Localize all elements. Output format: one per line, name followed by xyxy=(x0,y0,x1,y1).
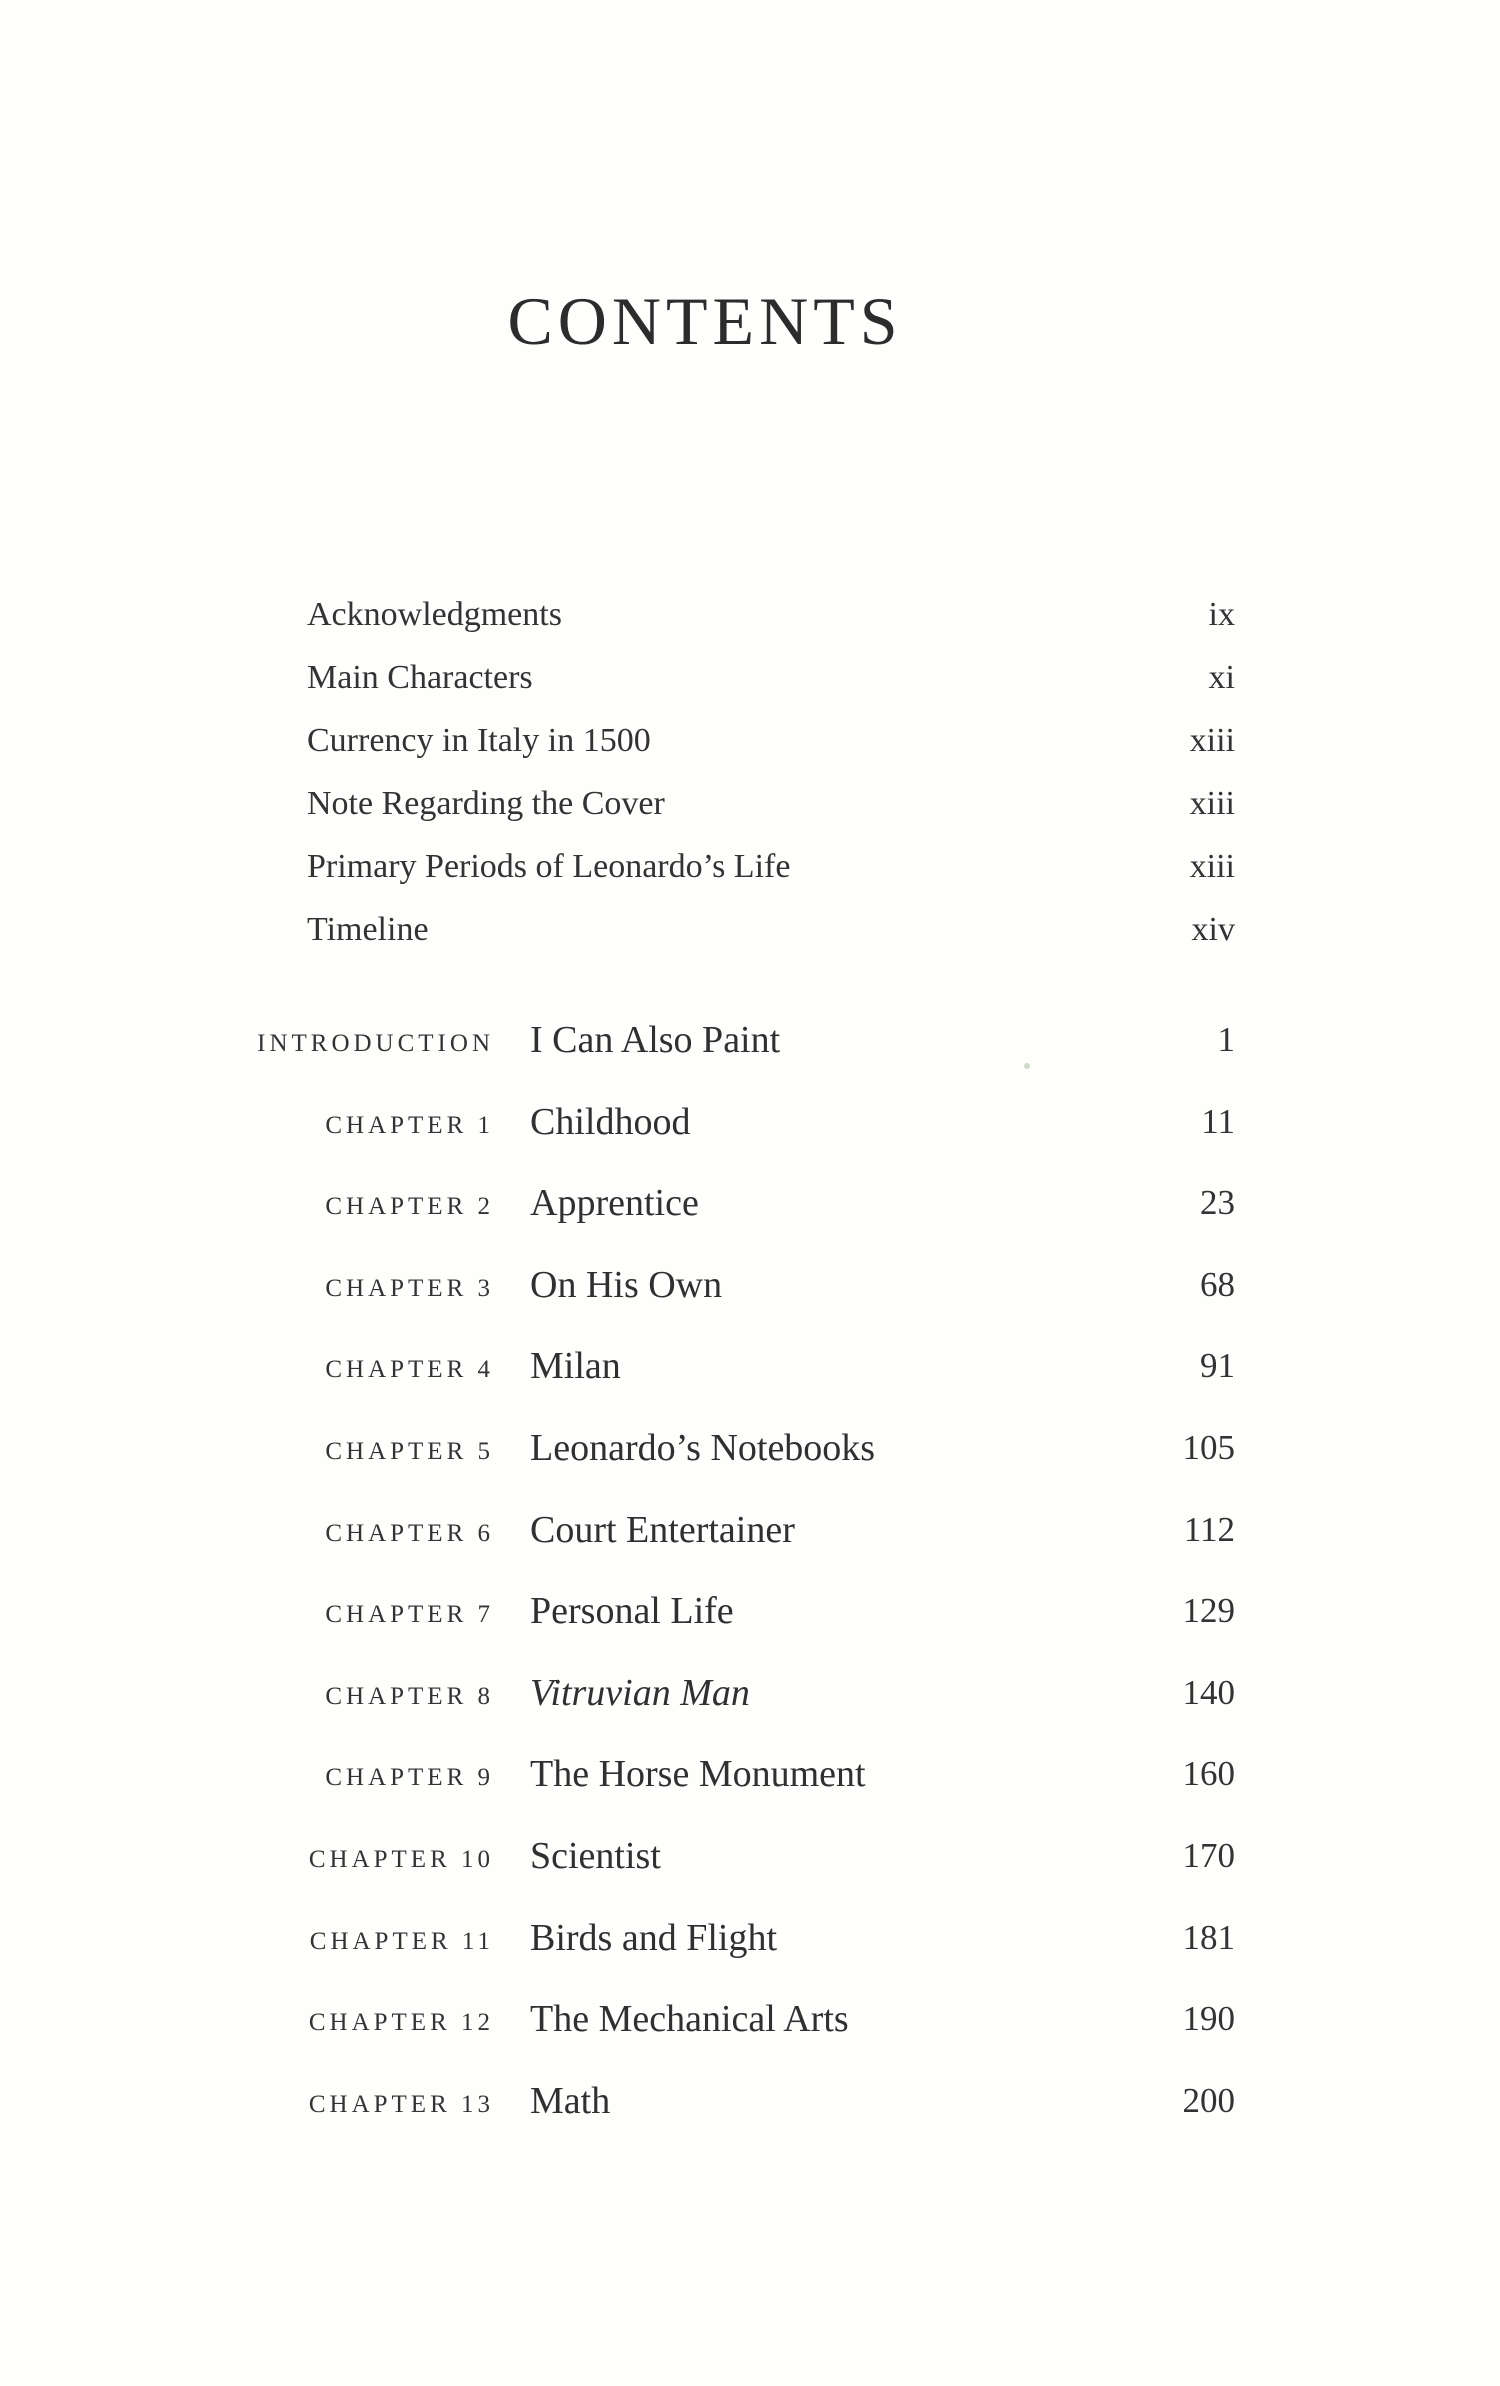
front-matter-title: Note Regarding the Cover xyxy=(307,785,665,822)
chapter-row[interactable] xyxy=(0,1752,1500,1834)
chapter-label: CHAPTER 9 xyxy=(325,1764,494,1792)
front-matter-title: Primary Periods of Leonardo’s Life xyxy=(307,848,791,885)
chapter-label: CHAPTER 10 xyxy=(308,1845,494,1873)
front-matter-row[interactable] xyxy=(307,911,1235,974)
chapter-page-number: 105 xyxy=(1182,1427,1235,1467)
chapter-label: CHAPTER 7 xyxy=(325,1601,494,1629)
chapter-title: Birds and Flight xyxy=(530,1916,778,1959)
chapter-row[interactable] xyxy=(0,1426,1500,1508)
front-matter-page-number: xiii xyxy=(1189,785,1235,822)
front-matter-title: Main Characters xyxy=(307,659,533,696)
chapter-page-number: 181 xyxy=(1182,1917,1235,1957)
chapter-row[interactable] xyxy=(0,1263,1500,1345)
chapter-title: Apprentice xyxy=(530,1182,699,1225)
front-matter-title: Timeline xyxy=(307,911,429,948)
front-matter-page-number: xiii xyxy=(1189,722,1235,759)
chapter-row[interactable] xyxy=(0,2079,1500,2161)
chapter-row[interactable] xyxy=(0,1508,1500,1590)
paper-speck xyxy=(1024,1063,1030,1069)
front-matter-page-number: xi xyxy=(1208,659,1235,696)
chapter-label: CHAPTER 5 xyxy=(325,1437,494,1465)
chapter-title: Scientist xyxy=(530,1834,661,1877)
page-title: CONTENTS xyxy=(507,283,903,359)
chapter-page-number: 170 xyxy=(1182,1835,1235,1875)
chapter-page-number: 112 xyxy=(1183,1509,1235,1549)
chapter-page-number: 200 xyxy=(1182,2080,1235,2120)
chapter-row[interactable] xyxy=(0,1181,1500,1263)
chapter-page-number: 68 xyxy=(1200,1264,1235,1304)
chapter-title: Court Entertainer xyxy=(530,1508,795,1551)
chapter-label: INTRODUCTION xyxy=(257,1030,494,1057)
front-matter-title: Currency in Italy in 1500 xyxy=(307,722,651,759)
chapter-page-number: 23 xyxy=(1200,1183,1235,1223)
chapter-label: CHAPTER 11 xyxy=(309,1927,494,1955)
chapter-title: Milan xyxy=(530,1345,621,1388)
chapter-row[interactable] xyxy=(0,1100,1500,1182)
chapter-title: Childhood xyxy=(530,1100,691,1143)
front-matter-page-number: ix xyxy=(1208,596,1235,633)
chapter-title: On His Own xyxy=(530,1263,723,1306)
chapter-row[interactable] xyxy=(0,1018,1500,1100)
chapter-row[interactable] xyxy=(0,1916,1500,1998)
chapter-page-number: 190 xyxy=(1182,1999,1235,2039)
front-matter-page-number: xiii xyxy=(1189,848,1235,885)
chapter-page-number: 11 xyxy=(1201,1101,1235,1141)
chapter-title: I Can Also Paint xyxy=(530,1019,781,1061)
chapter-page-number: 91 xyxy=(1200,1346,1235,1386)
chapter-row[interactable] xyxy=(0,1997,1500,2079)
chapter-row[interactable] xyxy=(0,1671,1500,1753)
chapter-title: The Mechanical Arts xyxy=(530,1998,849,2041)
chapter-label: CHAPTER 1 xyxy=(325,1111,494,1139)
chapter-page-number: 160 xyxy=(1182,1754,1235,1794)
chapter-row[interactable] xyxy=(0,1589,1500,1671)
front-matter-row[interactable] xyxy=(307,659,1235,722)
chapter-title: Vitruvian Man xyxy=(530,1671,750,1714)
chapter-label: CHAPTER 4 xyxy=(325,1356,494,1384)
front-matter-list xyxy=(307,596,1235,974)
chapter-label: CHAPTER 3 xyxy=(325,1274,494,1302)
front-matter-page-number: xiv xyxy=(1191,911,1235,948)
front-matter-row[interactable] xyxy=(307,848,1235,911)
front-matter-title: Acknowledgments xyxy=(307,596,562,633)
chapter-title: The Horse Monument xyxy=(530,1753,866,1796)
chapter-label: CHAPTER 8 xyxy=(325,1682,494,1710)
front-matter-row[interactable] xyxy=(307,596,1235,659)
chapter-page-number: 140 xyxy=(1182,1672,1235,1712)
front-matter-row[interactable] xyxy=(307,722,1235,785)
chapter-row[interactable] xyxy=(0,1344,1500,1426)
chapter-title: Math xyxy=(530,2079,611,2122)
front-matter-row[interactable] xyxy=(307,785,1235,848)
chapter-label: CHAPTER 12 xyxy=(308,2009,494,2037)
chapter-label: CHAPTER 6 xyxy=(325,1519,494,1547)
chapter-label: CHAPTER 13 xyxy=(308,2090,494,2118)
chapter-page-number: 129 xyxy=(1182,1591,1235,1631)
chapter-row[interactable] xyxy=(0,1834,1500,1916)
chapter-page-number: 1 xyxy=(1217,1020,1235,1059)
chapter-title: Leonardo’s Notebooks xyxy=(530,1426,876,1469)
chapter-title: Personal Life xyxy=(530,1590,734,1633)
chapter-label: CHAPTER 2 xyxy=(325,1193,494,1221)
chapter-list xyxy=(0,1018,1500,2160)
